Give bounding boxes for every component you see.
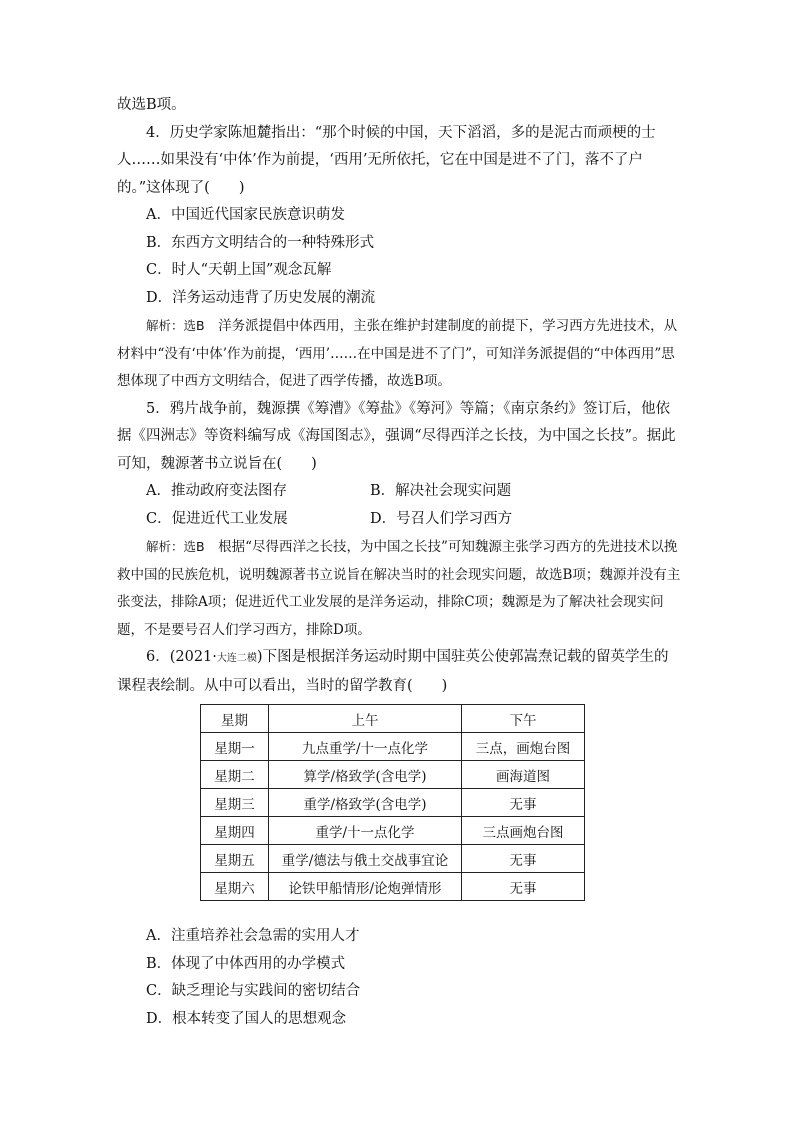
q4-option-d: D．洋务运动违背了历史发展的潮流 bbox=[146, 289, 376, 306]
schedule-day: 星期六 bbox=[201, 873, 269, 901]
q4-option-c: C．时人“天朝上国”观念瓦解 bbox=[146, 262, 332, 278]
schedule-header-day: 星期 bbox=[201, 705, 269, 733]
q5-option-d: D．号召人们学习西方 bbox=[370, 510, 513, 527]
q5-analysis-text: 根据“尽得西洋之长技，为中国之长技”可知魏源主张学习西方的先进技术以挽救中国的民族危机，说明魏源著书立说旨在解决当时的社会现实问题，故选B项；魏源并没有主张变法，排除A项；促进近代工业发展的是洋务运动，排除C项；魏源是为了解决社会现实问题，不是要号召人们学习西方，排除D项。 bbox=[117, 539, 681, 638]
q6-stem-prefix: 6．(2021· bbox=[146, 649, 217, 665]
q6-option-b: B．体现了中体西用的办学模式 bbox=[146, 955, 346, 972]
document-page bbox=[117, 92, 682, 1033]
schedule-afternoon: 三点画炮台图 bbox=[462, 817, 585, 845]
schedule-header-row bbox=[201, 705, 585, 733]
q4-analysis-label: 解析：选B bbox=[146, 318, 205, 333]
schedule-day: 星期三 bbox=[201, 789, 269, 817]
schedule-header-morning: 上午 bbox=[269, 705, 462, 733]
q6-option-a: A．注重培养社会急需的实用人才 bbox=[146, 928, 360, 944]
schedule-morning: 重学/德法与俄土交战事宜论 bbox=[269, 845, 462, 873]
q5-stem: 5．鸦片战争前，魏源撰《筹漕》《筹盐》《筹河》等篇；《南京条约》签订后，他依据《四洲志》等资料编写成《海国图志》，强调“尽得西洋之长技，为中国之长技”。据此可知，魏源著书立说旨在( ) bbox=[117, 400, 676, 472]
schedule-day: 星期一 bbox=[201, 733, 269, 761]
table-row bbox=[201, 817, 585, 845]
table-row bbox=[201, 733, 585, 761]
q5-analysis bbox=[117, 533, 682, 644]
schedule-afternoon: 无事 bbox=[462, 845, 585, 873]
q4-analysis-text: 洋务派提倡中体西用，主张在维护封建制度的前提下，学习西方先进技术，从材料中“没有‘中体’作为前提，‘西用’……在中国是进不了门”，可知洋务派提倡的“中体西用”思想体现了中西方文明结合，促进了西学传播，故选B项。 bbox=[117, 318, 678, 389]
q5-option-b: B．解决社会现实问题 bbox=[370, 483, 512, 499]
schedule-morning: 论铁甲船情形/论炮弹情形 bbox=[269, 873, 462, 901]
q5-option-c: C．促进近代工业发展 bbox=[146, 510, 288, 527]
q6-stem-body: )下图是根据洋务运动时期中国驻英公使郭嵩焘记载的留英学生的课程表绘制。从中可以看出，当时的留学教育( ) bbox=[117, 649, 669, 694]
q5-analysis-label: 解析：选B bbox=[146, 539, 205, 554]
q4-option-a: A．中国近代国家民族意识萌发 bbox=[146, 207, 345, 223]
schedule-morning: 重学/格致学(含电学) bbox=[269, 789, 462, 817]
schedule-afternoon: 三点，画炮台图 bbox=[462, 733, 585, 761]
q6-stem bbox=[117, 644, 682, 700]
intro-line: 故选B项。 bbox=[117, 97, 186, 113]
q4-option-b: B．东西方文明结合的一种特殊形式 bbox=[146, 234, 375, 251]
schedule-afternoon: 画海道图 bbox=[462, 761, 585, 789]
schedule-header-afternoon: 下午 bbox=[462, 705, 585, 733]
q6-stem-source: 大连二模 bbox=[216, 653, 257, 664]
q4-analysis bbox=[117, 312, 682, 396]
schedule-morning: 九点重学/十一点化学 bbox=[269, 733, 462, 761]
table-row bbox=[201, 789, 585, 817]
q5-option-a: A．推动政府变法图存 bbox=[146, 483, 287, 499]
q5-options-row-1 bbox=[117, 478, 682, 506]
schedule-day: 星期二 bbox=[201, 761, 269, 789]
schedule-afternoon: 无事 bbox=[462, 789, 585, 817]
table-row bbox=[201, 873, 585, 901]
schedule-table bbox=[200, 704, 585, 901]
q5-options-row-2 bbox=[117, 506, 682, 534]
spacer bbox=[117, 901, 682, 923]
q6-option-d: D．根本转变了国人的思想观念 bbox=[146, 1010, 347, 1027]
schedule-afternoon: 无事 bbox=[462, 873, 585, 901]
schedule-day: 星期五 bbox=[201, 845, 269, 873]
table-row bbox=[201, 761, 585, 789]
schedule-morning: 算学/格致学(含电学) bbox=[269, 761, 462, 789]
q4-stem: 4．历史学家陈旭麓指出：“那个时候的中国，天下滔滔，多的是泥古而顽梗的士人……如果没有‘中体’作为前提，‘西用’无所依托，它在中国是进不了门，落不了户的。”这体现了( ) bbox=[117, 124, 656, 196]
table-row bbox=[201, 845, 585, 873]
q6-option-c: C．缺乏理论与实践间的密切结合 bbox=[146, 983, 361, 999]
schedule-morning: 重学/十一点化学 bbox=[269, 817, 462, 845]
schedule-day: 星期四 bbox=[201, 817, 269, 845]
